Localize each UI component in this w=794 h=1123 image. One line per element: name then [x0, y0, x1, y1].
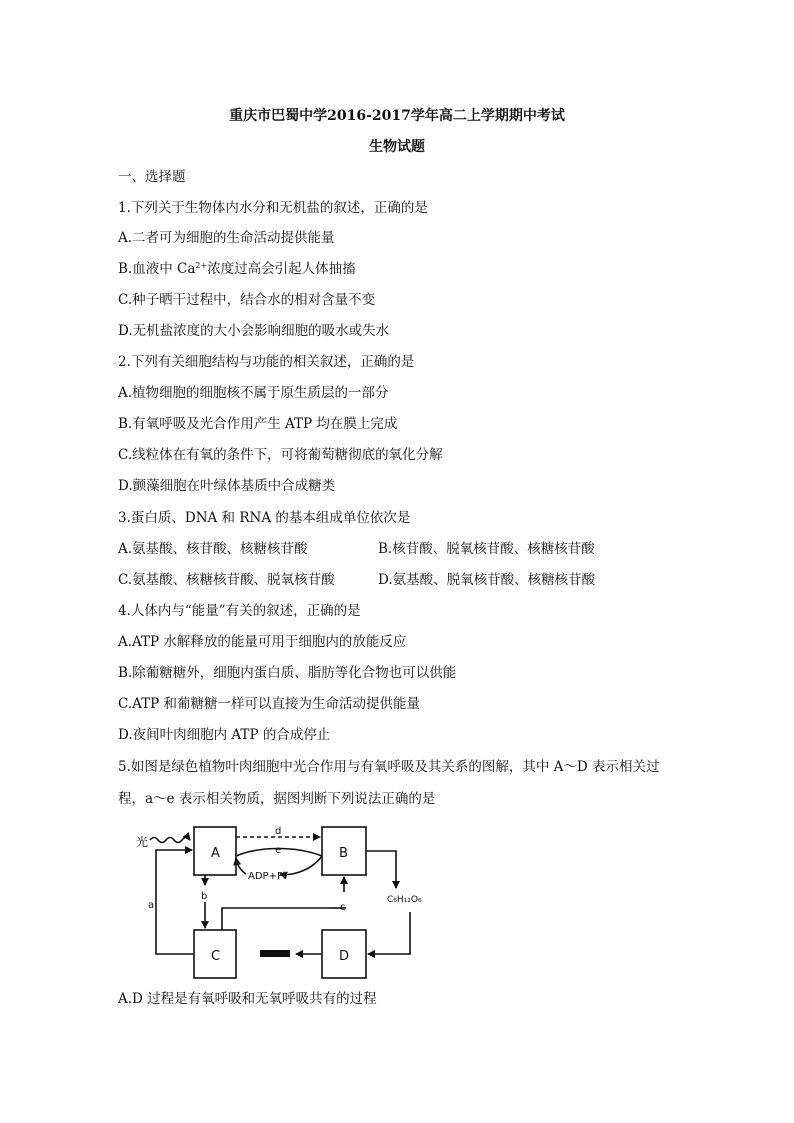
q1-option-d: D.无机盐浓度的大小会影响细胞的吸水或失水 — [118, 323, 390, 339]
q1-option-c: C.种子晒干过程中，结合水的相对含量不变 — [118, 292, 376, 308]
q5-stem-line1: 5.如图是绿色植物叶肉细胞中光合作用与有氧呼吸及其关系的图解，其中 A～D 表示相关过 — [118, 759, 660, 775]
page-title: 重庆市巴蜀中学2016-2017学年高二上学期期中考试 — [229, 108, 565, 124]
box-d-label: D — [339, 949, 350, 964]
q4-option-a: A.ATP 水解释放的能量可用于细胞内的放能反应 — [118, 634, 407, 650]
label-d: d — [275, 826, 282, 837]
q4-stem: 4.人体内与“能量”有关的叙述，正确的是 — [118, 603, 361, 619]
q2-option-d: D.颤藻细胞在叶绿体基质中合成糖类 — [118, 478, 336, 494]
q2-stem: 2.下列有关细胞结构与功能的相关叙述，正确的是 — [118, 354, 415, 370]
q3-option-c: C.氨基酸、核糖核苷酸、脱氧核苷酸 — [118, 572, 335, 588]
arrow-glucose-d — [368, 912, 410, 954]
q1-option-b-sup: 2+ — [195, 261, 208, 270]
loop-to-adp — [280, 856, 322, 874]
label-e: e — [275, 845, 282, 856]
arrow-a — [156, 850, 194, 954]
section-heading: 一、选择题 — [118, 169, 186, 185]
label-adp: ADP+Pi — [248, 871, 286, 882]
q2-option-a: A.植物细胞的细胞核不属于原生质层的一部分 — [118, 385, 389, 401]
q2-option-b: B.有氧呼吸及光合作用产生 ATP 均在膜上完成 — [118, 416, 398, 432]
q1-option-b-post: 浓度过高会引起人体抽搐 — [207, 261, 356, 277]
box-c-label: C — [211, 949, 221, 964]
q1-option-b-pre: B.血液中 Ca — [118, 261, 196, 277]
photosynthesis-respiration-diagram — [110, 822, 450, 982]
box-b-label: B — [339, 846, 348, 861]
q5-stem-line2: 程，a～e 表示相关物质，据图判断下列说法正确的是 — [118, 791, 436, 807]
label-b: b — [201, 891, 208, 902]
q1-stem: 1.下列关于生物体内水分和无机盐的叙述，正确的是 — [118, 200, 428, 216]
box-a-label: A — [211, 846, 220, 861]
light-arrow — [150, 838, 190, 843]
label-a: a — [148, 900, 155, 911]
illegible-label — [260, 950, 290, 957]
q3-stem: 3.蛋白质、DNA 和 RNA 的基本组成单位依次是 — [118, 510, 411, 526]
q1-option-a: A.二者可为细胞的生命活动提供能量 — [118, 230, 335, 246]
q3-option-b: B.核苷酸、脱氧核苷酸、核糖核苷酸 — [378, 541, 595, 557]
page-subtitle: 生物试题 — [369, 139, 425, 155]
label-light: 光 — [136, 835, 149, 849]
arrow-b-glucose — [366, 851, 396, 888]
q4-option-b: B.除葡糖糖外，细胞内蛋白质、脂肪等化合物也可以供能 — [118, 665, 457, 681]
q5-option-a: A.D 过程是有氧呼吸和无氧呼吸共有的过程 — [118, 991, 377, 1007]
q3-option-a: A.氨基酸、核苷酸、核糖核苷酸 — [118, 541, 308, 557]
arrow-c-path — [222, 908, 330, 930]
q4-option-d: D.夜间叶肉细胞内 ATP 的合成停止 — [118, 727, 331, 743]
label-glucose: C₆H₁₂O₆ — [387, 895, 422, 905]
q2-option-c: C.线粒体在有氧的条件下，可将葡萄糖彻底的氧化分解 — [118, 447, 443, 463]
q3-option-d: D.氨基酸、脱氧核苷酸、核糖核苷酸 — [378, 572, 596, 588]
label-c: c — [340, 902, 346, 913]
q4-option-c: C.ATP 和葡糖糖一样可以直接为生命活动提供能量 — [118, 696, 421, 712]
q1-option-b — [118, 261, 356, 277]
loop-to-a — [236, 858, 246, 874]
